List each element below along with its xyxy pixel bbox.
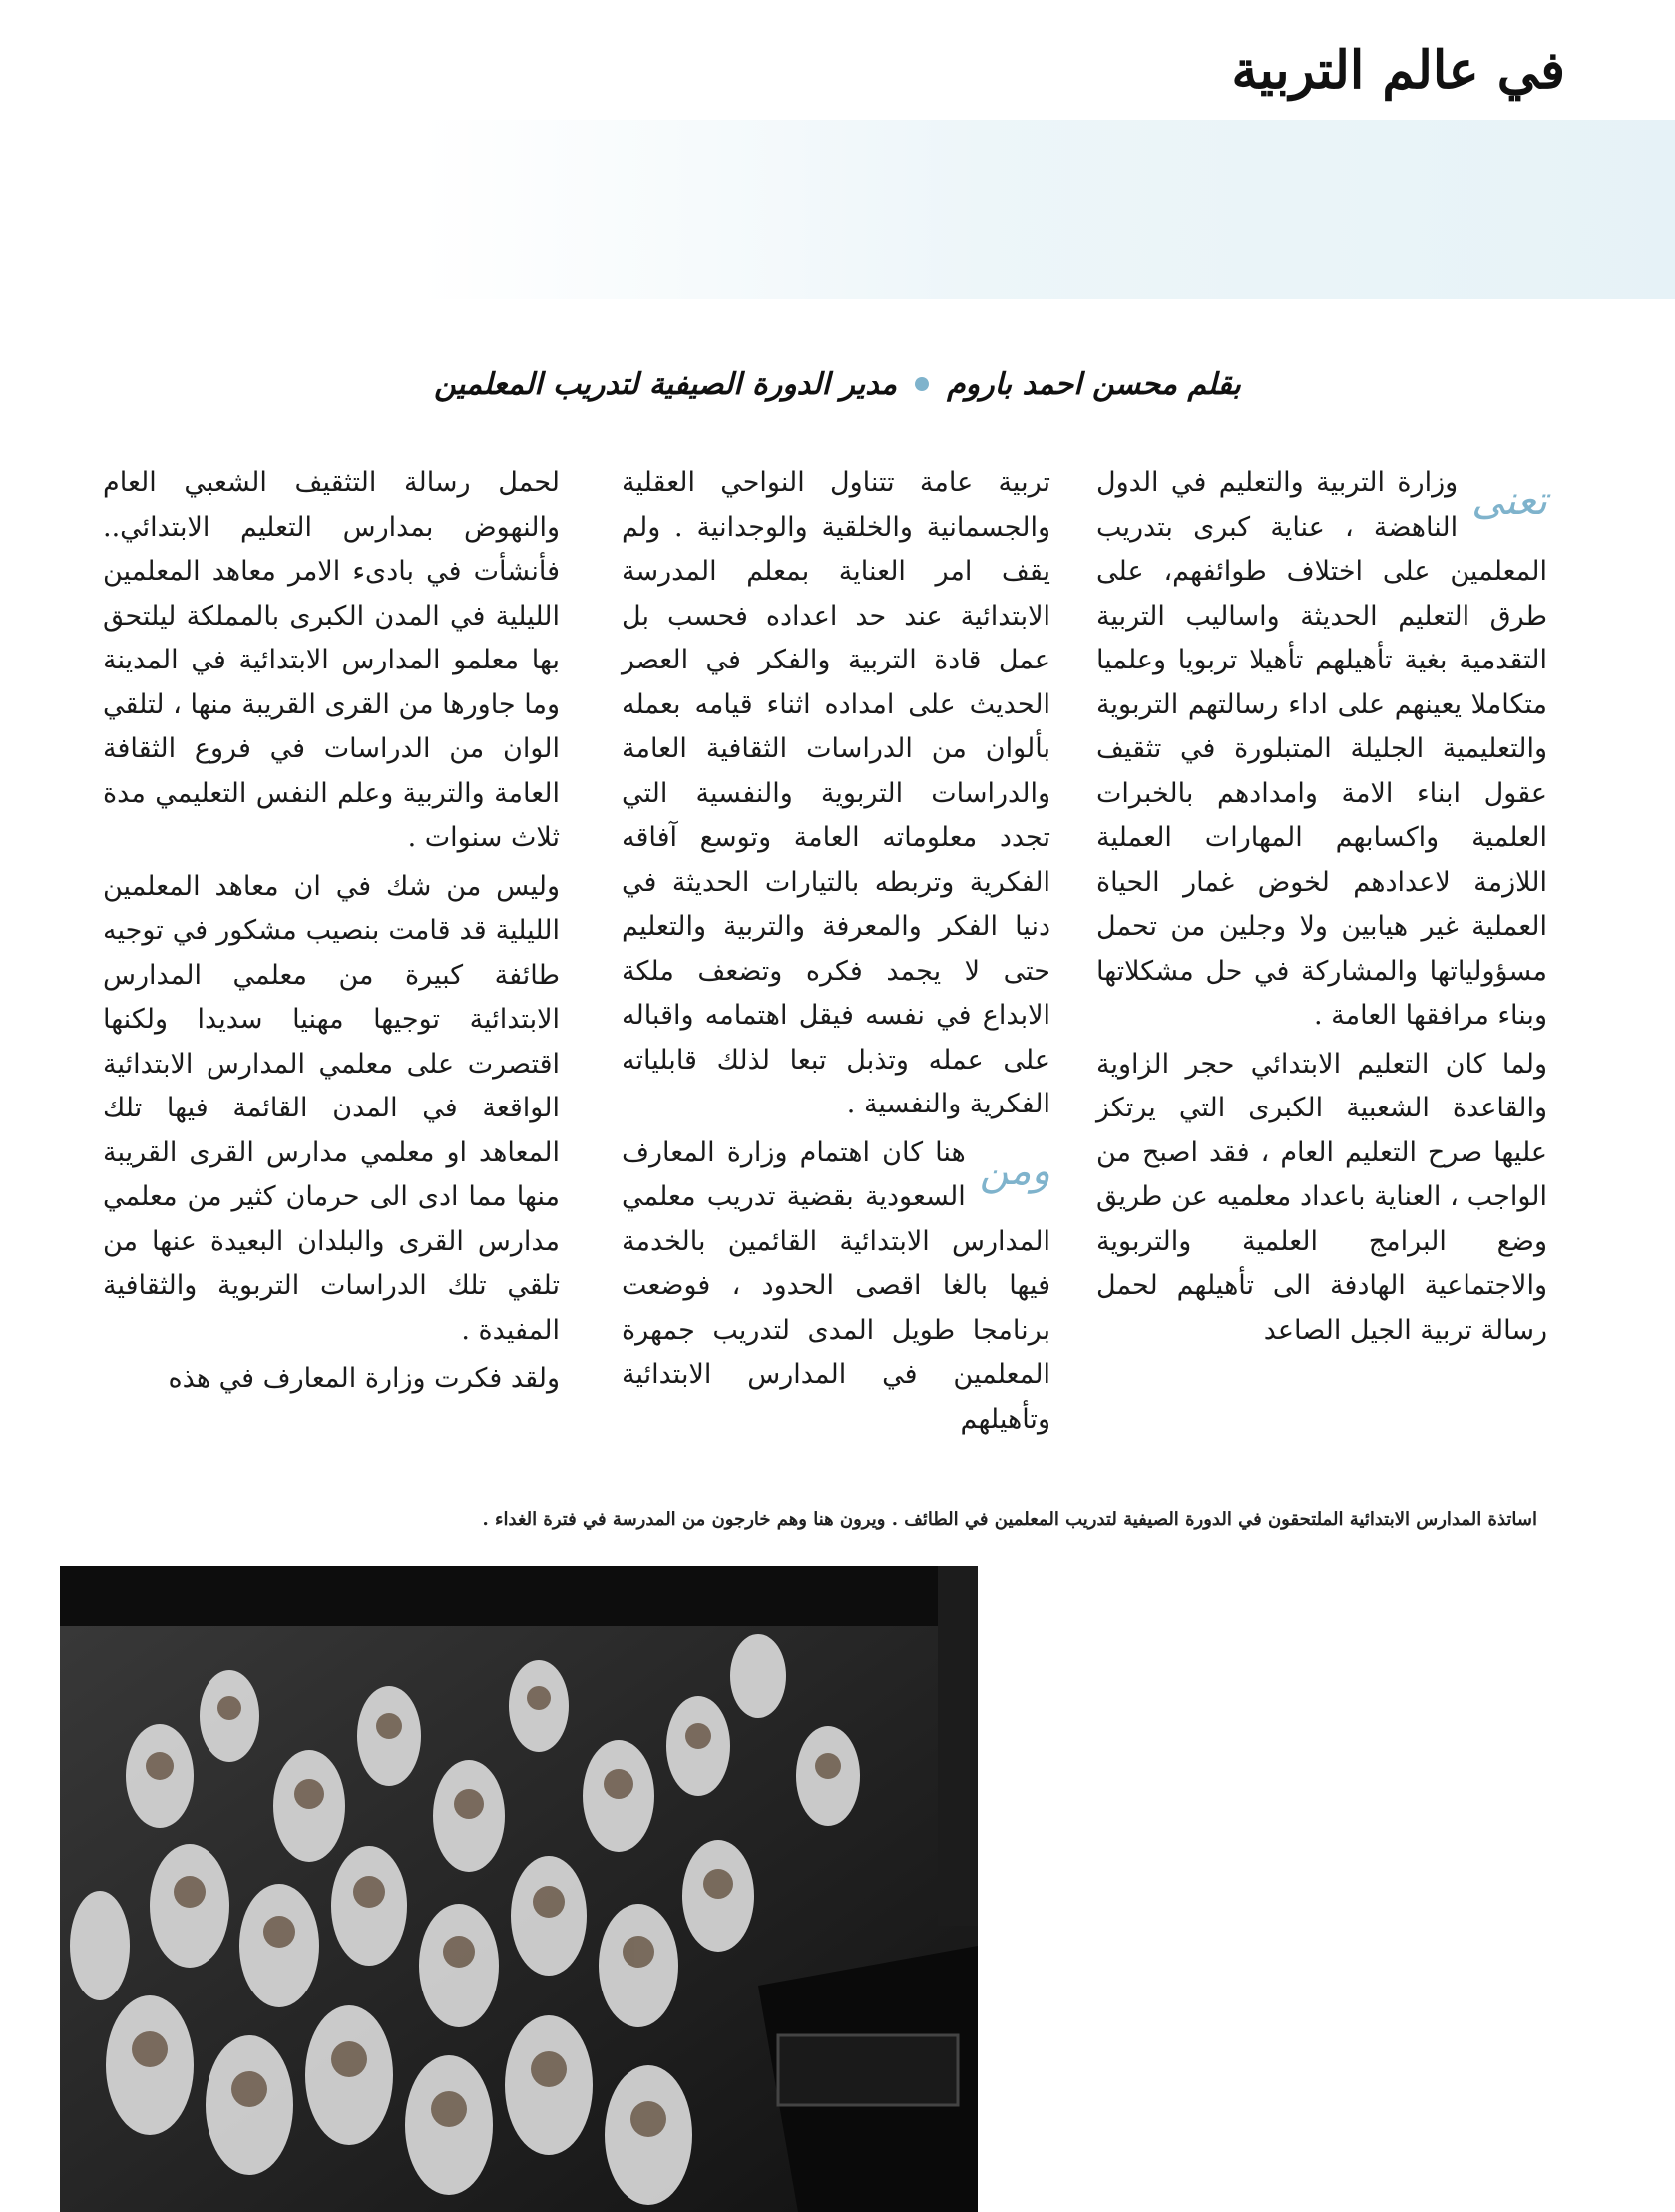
paragraph: لحمل رسالة التثقيف الشعبي العام والنهوض بمدارس التعليم الابتدائي.. فأنشأت في بادىء الامر معاهد المعلمين الليلية في المدن الكبرى بالمملكة ليلتحق بها معلمو المدارس الابتدائية في المدينة وما جاورها من القرى القريبة منها ، لتلقي الوان من الدراسات في فروع الثقافة العامة والتربية وعلم النفس التعليمي مدة ثلاث سنوات . [103, 467, 560, 853]
author-name: بقلم محسن احمد باروم [947, 366, 1241, 402]
paragraph: ولما كان التعليم الابتدائي حجر الزاوية والقاعدة الشعبية الكبرى التي يرتكز عليها صرح التعليم العام ، فقد اصبح من الواجب ، العناية باعداد معلميه عن طريق وضع البرامج العلمية والتربوية والاجتماعية الهادفة الى تأهيلهم لحمل رسالة تربية الجيل الصاعد [1096, 1048, 1547, 1346]
photo-illustration [60, 1566, 978, 2212]
paragraph-text: وزارة التربية والتعليم في الدول الناهضة ، عناية كبرى بتدريب المعلمين على اختلاف طوائفهم، على طرق التعليم الحديثة واساليب التربية التقدمية بغية تأهيلهم تأهيلا تربويا وعلميا متكاملا يعينهم على اداء رسالتهم التربوية والتعليمية الجليلة المتبلورة في تثقيف عقول ابناء الامة وامدادهم بالخبرات العلمية واكسابهم المهارات العملية اللازمة لاعدادهم لخوض غمار الحياة العملية غير هيابين ولا وجلين من تحمل مسؤولياتها والمشاركة في حل مشكلاتها وبناء مرافقها العامة . [1096, 467, 1547, 1031]
paragraph [1096, 461, 1547, 1039]
byline [0, 359, 1675, 409]
photo-caption: اساتذة المدارس الابتدائية الملتحقون في الدورة الصيفية لتدريب المعلمين في الطائف . ويرون هنا وهم خارجون من المدرسة في فترة الغداء . [482, 1509, 1537, 1530]
paragraph [622, 1131, 1050, 1443]
article-column-middle [622, 461, 1050, 1442]
decorative-header-band [419, 120, 1675, 299]
section-title: في عالم التربية [1231, 40, 1565, 101]
drop-word: ومن [979, 1147, 1050, 1194]
drop-word: تعنى [1471, 478, 1547, 524]
paragraph-text: هنا كان اهتمام وزارة المعارف السعودية بقضية تدريب معلمي المدارس الابتدائية القائمين بالخدمة فيها بالغا اقصى الحدود ، فوضعت برنامجا طويل المدى لتدريب جمهرة المعلمين في المدارس الابتدائية وتأهيلهم [622, 1136, 1050, 1435]
article-column-right [1096, 461, 1547, 1353]
article-column-left [103, 461, 560, 1402]
bullet-dot-icon [915, 377, 929, 391]
group-photo [60, 1566, 978, 2212]
paragraph: ولقد فكرت وزارة المعارف في هذه [168, 1363, 560, 1394]
paragraph: وليس من شك في ان معاهد المعلمين الليلية قد قامت بنصيب مشكور في توجيه طائفة كبيرة من معلمي المدارس الابتدائية توجيها مهنيا سديدا ولكنها اقتصرت على معلمي المدارس الابتدائية الواقعة في المدن القائمة فيها تلك المعاهد او معلمي مدارس القرى القريبة منها مما ادى الى حرمان كثير من معلمي مدارس القرى والبلدان البعيدة عنها من تلقي تلك الدراسات التربوية والثقافية المفيدة . [103, 870, 560, 1346]
paragraph: تربية عامة تتناول النواحي العقلية والجسمانية والخلقية والوجدانية . ولم يقف امر العناية بمعلم المدرسة الابتدائية عند حد اعداده فحسب بل عمل قادة التربية والفكر في العصر الحديث على امداده اثناء قيامه بعمله بألوان من الدراسات الثقافية العامة والدراسات التربوية والنفسية التي تجدد معلوماته العامة وتوسع آفاقه الفكرية وتربطه بالتيارات الحديثة في دنيا الفكر والمعرفة والتربية والتعليم حتى لا يجمد فكره وتضعف ملكة الابداع في نفسه فيقل اهتمامه واقباله على عمله وتذبل تبعا لذلك قابلياته الفكرية والنفسية . [622, 467, 1050, 1119]
author-role: مدير الدورة الصيفية لتدريب المعلمين [434, 366, 898, 402]
